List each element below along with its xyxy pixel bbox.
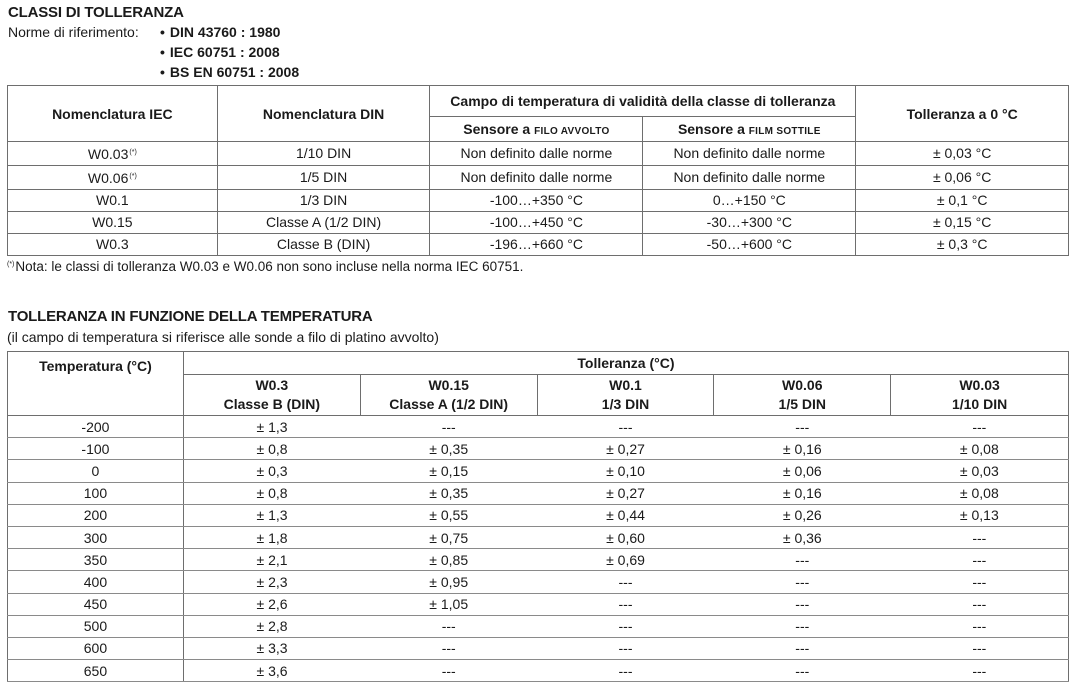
cell-temperature: -200 <box>8 416 184 438</box>
cell-din: 1/5 DIN <box>217 166 430 190</box>
header-class <box>537 375 714 416</box>
cell-tolerance: ± 0,26 <box>714 504 891 526</box>
footnote <box>6 259 523 274</box>
cell-tolerance: --- <box>360 416 537 438</box>
header-temp-range: Campo di temperatura di validità della classe di tolleranza <box>430 86 856 117</box>
cell-tolerance: --- <box>891 416 1069 438</box>
cell-tolerance: ± 0,36 <box>714 526 891 548</box>
cell-tolerance: ± 0,10 <box>537 460 714 482</box>
header-class-din: 1/5 DIN <box>778 396 827 412</box>
cell-temperature: 450 <box>8 593 184 615</box>
cell-tolerance: --- <box>714 571 891 593</box>
cell-tolerance: ± 0,8 <box>183 482 360 504</box>
table-row <box>8 166 1069 190</box>
section-title-tolerance-vs-temperature: TOLLERANZA IN FUNZIONE DELLA TEMPERATURA <box>8 308 373 325</box>
norm-item: • IEC 60751 : 2008 <box>160 42 360 62</box>
cell-din: 1/10 DIN <box>217 142 430 166</box>
cell-tolerance: ± 1,8 <box>183 526 360 548</box>
norms-list <box>160 22 360 82</box>
cell-temperature: 500 <box>8 615 184 637</box>
cell-tolerance: ± 2,6 <box>183 593 360 615</box>
header-class-code: W0.03 <box>959 377 1000 393</box>
cell-tolerance: ± 0,35 <box>360 482 537 504</box>
cell-iec-text: W0.1 <box>96 192 129 208</box>
cell-tolerance: ± 0,08 <box>891 438 1069 460</box>
cell-wire-range: -100…+350 °C <box>430 190 643 212</box>
cell-tolerance: --- <box>714 549 891 571</box>
section-subtitle: (il campo di temperatura si riferisce alle sonde a filo di platino avvolto) <box>7 329 439 345</box>
footnote-mark: (*) <box>129 149 137 156</box>
norm-item: • BS EN 60751 : 2008 <box>160 62 360 82</box>
cell-tolerance: --- <box>714 660 891 682</box>
cell-wire-range: Non definito dalle norme <box>430 166 643 190</box>
table-row <box>8 438 1069 460</box>
footnote-mark: (*) <box>129 173 137 180</box>
header-class-code: W0.3 <box>255 377 289 393</box>
header-class <box>183 375 360 416</box>
cell-tolerance: ± 0,27 <box>537 438 714 460</box>
header-class <box>360 375 537 416</box>
cell-tolerance: ± 0,08 <box>891 482 1069 504</box>
cell-tolerance: --- <box>360 660 537 682</box>
tolerance-classes-table <box>7 85 1069 256</box>
cell-iec-text: W0.3 <box>96 236 129 252</box>
table-row <box>8 460 1069 482</box>
header-class <box>891 375 1069 416</box>
cell-tolerance: ± 0,15 °C <box>856 212 1069 234</box>
cell-tolerance: ± 0,15 <box>360 460 537 482</box>
cell-tolerance: ± 0,8 <box>183 438 360 460</box>
cell-tolerance: ± 0,55 <box>360 504 537 526</box>
cell-tolerance: ± 2,1 <box>183 549 360 571</box>
cell-wire-range: -196…+660 °C <box>430 234 643 256</box>
table-row <box>8 615 1069 637</box>
header-class-din: Classe A (1/2 DIN) <box>389 396 509 412</box>
cell-iec <box>8 166 218 190</box>
cell-tolerance: ± 0,60 <box>537 526 714 548</box>
cell-tolerance: ± 0,69 <box>537 549 714 571</box>
table-row <box>8 504 1069 526</box>
cell-iec-text: W0.15 <box>92 214 133 230</box>
cell-tolerance: --- <box>714 416 891 438</box>
cell-tolerance: ± 0,16 <box>714 438 891 460</box>
cell-temperature: 0 <box>8 460 184 482</box>
cell-wire-range: Non definito dalle norme <box>430 142 643 166</box>
cell-temperature: 350 <box>8 549 184 571</box>
footnote-mark: (*) <box>7 261 15 268</box>
cell-tolerance: ± 2,3 <box>183 571 360 593</box>
header-class-din: Classe B (DIN) <box>223 396 321 412</box>
cell-film-range: -50…+600 °C <box>643 234 856 256</box>
table-row <box>8 593 1069 615</box>
header-class-code: W0.06 <box>782 377 823 393</box>
cell-tolerance: --- <box>891 593 1069 615</box>
cell-tolerance: --- <box>714 637 891 659</box>
header-wire-prefix: Sensore a <box>463 121 531 137</box>
table-row <box>8 571 1069 593</box>
cell-tolerance: ± 0,03 °C <box>856 142 1069 166</box>
table-row <box>8 190 1069 212</box>
cell-tolerance: ± 3,3 <box>183 637 360 659</box>
cell-tolerance: ± 0,03 <box>891 460 1069 482</box>
norms-label: Norme di riferimento: <box>8 24 139 40</box>
cell-tolerance: ± 0,27 <box>537 482 714 504</box>
cell-tolerance: --- <box>891 549 1069 571</box>
table-row <box>8 660 1069 682</box>
header-class-din: 1/3 DIN <box>601 396 650 412</box>
cell-tolerance: --- <box>360 637 537 659</box>
cell-wire-range: -100…+450 °C <box>430 212 643 234</box>
table-row <box>8 416 1069 438</box>
cell-tolerance: --- <box>891 526 1069 548</box>
cell-temperature: 200 <box>8 504 184 526</box>
header-class-din: 1/10 DIN <box>951 396 1008 412</box>
cell-temperature: 600 <box>8 637 184 659</box>
cell-tolerance: ± 0,16 <box>714 482 891 504</box>
cell-tolerance: --- <box>714 615 891 637</box>
header-temperature: Temperatura (°C) <box>8 352 184 416</box>
table-row <box>8 482 1069 504</box>
cell-tolerance: ± 0,06 °C <box>856 166 1069 190</box>
cell-tolerance: ± 0,1 °C <box>856 190 1069 212</box>
header-class-code: W0.15 <box>428 377 469 393</box>
cell-tolerance: ± 1,3 <box>183 504 360 526</box>
header-film-prefix: Sensore a <box>677 121 745 137</box>
table-row <box>8 212 1069 234</box>
norm-item: • DIN 43760 : 1980 <box>160 22 360 42</box>
cell-tolerance: --- <box>360 615 537 637</box>
table-row <box>8 526 1069 548</box>
cell-tolerance: ± 2,8 <box>183 615 360 637</box>
cell-tolerance: ± 0,06 <box>714 460 891 482</box>
cell-tolerance: ± 0,3 °C <box>856 234 1069 256</box>
cell-tolerance: --- <box>891 660 1069 682</box>
cell-temperature: 300 <box>8 526 184 548</box>
cell-tolerance: --- <box>537 615 714 637</box>
cell-tolerance: --- <box>891 615 1069 637</box>
cell-tolerance: ± 0,35 <box>360 438 537 460</box>
cell-film-range: -30…+300 °C <box>643 212 856 234</box>
cell-din: Classe B (DIN) <box>217 234 430 256</box>
cell-iec-text: W0.03 <box>87 146 129 162</box>
tolerance-vs-temperature-table <box>7 351 1069 682</box>
cell-tolerance: ± 0,13 <box>891 504 1069 526</box>
cell-iec <box>8 142 218 166</box>
cell-temperature: 100 <box>8 482 184 504</box>
cell-tolerance: --- <box>891 571 1069 593</box>
cell-tolerance: --- <box>537 571 714 593</box>
cell-temperature: -100 <box>8 438 184 460</box>
table-row <box>8 549 1069 571</box>
cell-iec <box>8 212 218 234</box>
header-iec: Nomenclatura IEC <box>8 86 218 142</box>
cell-tolerance: ± 0,85 <box>360 549 537 571</box>
cell-tolerance: --- <box>537 637 714 659</box>
cell-film-range: 0…+150 °C <box>643 190 856 212</box>
header-film-sensor <box>643 117 856 142</box>
cell-tolerance: --- <box>714 593 891 615</box>
table-row <box>8 637 1069 659</box>
table-row <box>8 234 1069 256</box>
header-wire-sensor <box>430 117 643 142</box>
cell-tolerance: ± 0,75 <box>360 526 537 548</box>
footnote-text: Nota: le classi di tolleranza W0.03 e W0.06 non sono incluse nella norma IEC 60751. <box>15 259 524 274</box>
cell-iec <box>8 234 218 256</box>
cell-tolerance: --- <box>537 593 714 615</box>
cell-film-range: Non definito dalle norme <box>643 166 856 190</box>
section-title-tolerance-classes: CLASSI DI TOLLERANZA <box>8 4 184 21</box>
cell-tolerance: ± 1,05 <box>360 593 537 615</box>
header-class-code: W0.1 <box>609 377 642 393</box>
cell-iec <box>8 190 218 212</box>
cell-tolerance: --- <box>537 660 714 682</box>
cell-tolerance: --- <box>537 416 714 438</box>
cell-tolerance: ± 1,3 <box>183 416 360 438</box>
cell-iec-text: W0.06 <box>87 170 129 186</box>
header-tolerance-0c: Tolleranza a 0 °C <box>856 86 1069 142</box>
cell-film-range: Non definito dalle norme <box>643 142 856 166</box>
table-row <box>8 142 1069 166</box>
cell-tolerance: --- <box>891 637 1069 659</box>
header-film-suffix: FILM SOTTILE <box>748 126 821 137</box>
cell-temperature: 650 <box>8 660 184 682</box>
header-din: Nomenclatura DIN <box>217 86 430 142</box>
cell-din: Classe A (1/2 DIN) <box>217 212 430 234</box>
cell-tolerance: ± 0,3 <box>183 460 360 482</box>
cell-tolerance: ± 3,6 <box>183 660 360 682</box>
header-wire-suffix: FILO AVVOLTO <box>534 126 610 137</box>
cell-temperature: 400 <box>8 571 184 593</box>
cell-din: 1/3 DIN <box>217 190 430 212</box>
header-class <box>714 375 891 416</box>
cell-tolerance: ± 0,44 <box>537 504 714 526</box>
header-tolerance: Tolleranza (°C) <box>183 352 1068 375</box>
cell-tolerance: ± 0,95 <box>360 571 537 593</box>
